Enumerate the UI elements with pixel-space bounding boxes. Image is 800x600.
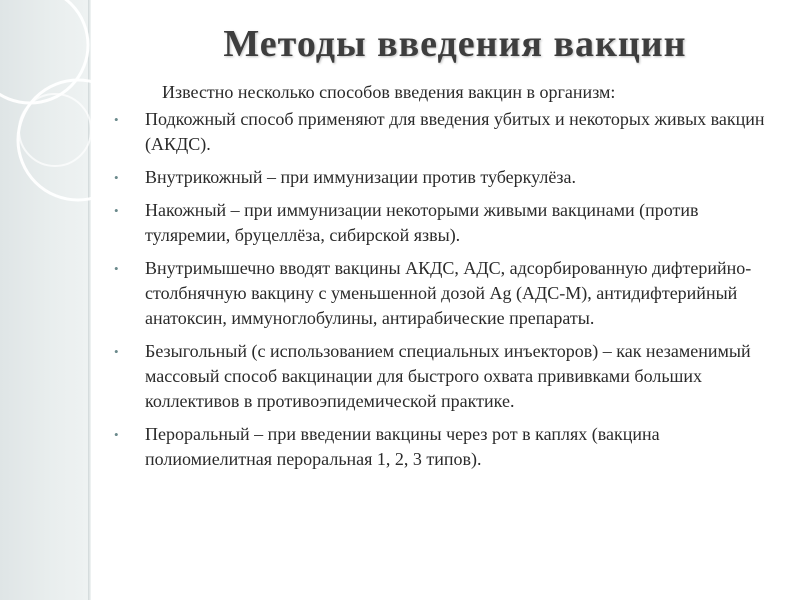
list-item-text: Безыгольный (с использованием специальных инъекторов) – как незаменимый массовый способ вакцинации для быстрого охвата прививками больших коллективов в противоэпидемической практике.	[145, 341, 751, 411]
deco-circle-small	[19, 94, 91, 166]
bullet-icon: •	[114, 261, 119, 276]
list-item-text: Внутримышечно вводят вакцины АКДС, АДС, адсорбированную дифтерийно-столбнячную вакцину с уменьшенной дозой Ag (АДС-М), антидифтерийный анатоксин, иммуноглобулины, антирабические препараты.	[145, 258, 752, 328]
deco-circle-large	[0, 0, 88, 103]
list-item	[112, 107, 782, 157]
list-item-text: Пероральный – при введении вакцины через рот в каплях (вакцина полиомиелитная пероральная 1, 2, 3 типов).	[145, 424, 660, 469]
list-item-text: Внутрикожный – при иммунизации против туберкулёза.	[145, 167, 576, 187]
bullet-icon: •	[114, 427, 119, 442]
bullet-icon: •	[114, 344, 119, 359]
list-item	[112, 422, 782, 472]
list-item	[112, 198, 782, 248]
slide-title: Методы введения вакцин	[223, 23, 687, 65]
list-item	[112, 165, 782, 190]
list-item-text: Накожный – при иммунизации некоторыми живыми вакцинами (против туляремии, бруцеллёза, сибирской язвы).	[145, 200, 699, 245]
list-item-text: Подкожный способ применяют для введения убитых и некоторых живых вакцин (АКДС).	[145, 109, 765, 154]
methods-list	[112, 107, 782, 480]
list-item	[112, 339, 782, 414]
list-item	[112, 256, 782, 331]
bullet-icon: •	[114, 170, 119, 185]
intro-text: Известно несколько способов введения вакцин в организм:	[162, 82, 616, 102]
bullet-icon: •	[114, 203, 119, 218]
bullet-icon: •	[114, 112, 119, 127]
